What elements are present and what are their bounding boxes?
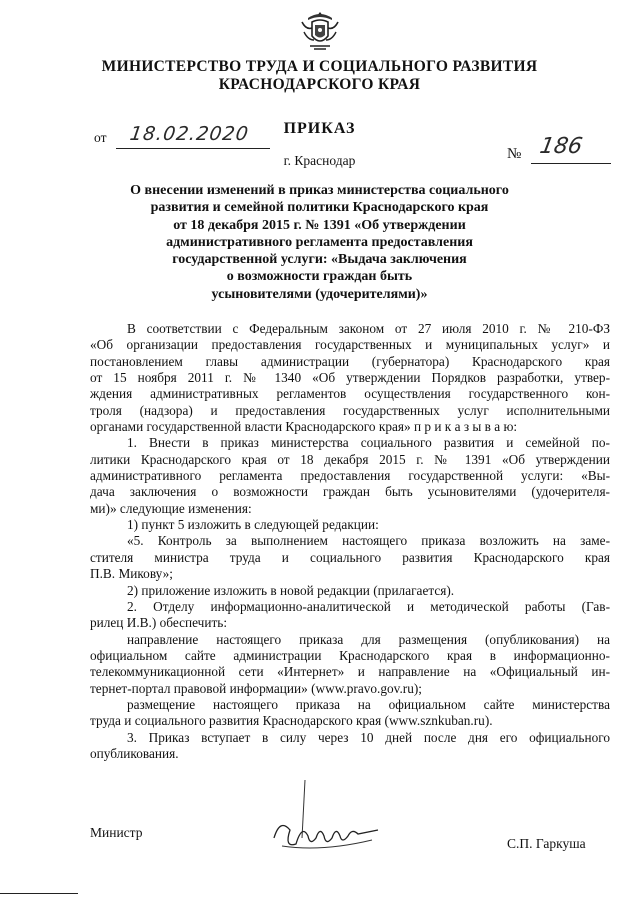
body-line: троля (надзора) и предоставления государственных услуг исполнительными bbox=[90, 402, 610, 418]
body-line: телекоммуникационной сети «Интернет» и направление на «Официальный ин- bbox=[90, 664, 610, 680]
body-line: 1. Внести в приказ министерства социального развития и семейной по- bbox=[127, 435, 610, 451]
body-line: «Об организации предоставления государственных и муниципальных услуг» и bbox=[90, 337, 610, 353]
date-underline bbox=[116, 148, 270, 149]
document-body bbox=[90, 321, 610, 762]
heading-line: государственной услуги: «Выдача заключения bbox=[172, 252, 467, 268]
date-label: от bbox=[94, 130, 107, 145]
body-line: дача заключения о возможности граждан быть усыновителями (удочерителя- bbox=[90, 484, 610, 500]
heading-line: развития и семейной политики Краснодарского края bbox=[150, 200, 489, 216]
heading-line: от 18 декабря 2015 г. № 1391 «Об утверждении bbox=[173, 217, 466, 233]
body-line: постановлением главы администрации (губернатора) Краснодарского края bbox=[90, 353, 610, 369]
body-line: ждения административных регламентов осуществления государственного кон- bbox=[90, 386, 610, 402]
body-line: П.В. Микову»; bbox=[90, 566, 173, 582]
body-line: 3. Приказ вступает в силу через 10 дней после дня его официального bbox=[127, 729, 610, 745]
document-heading bbox=[0, 182, 639, 303]
heading-line: усыновителями (удочерителями)» bbox=[211, 286, 428, 302]
coat-of-arms-icon bbox=[298, 8, 342, 52]
body-line: административного регламента предоставления государственной услуги: «Вы- bbox=[90, 468, 610, 484]
body-line: 1) пункт 5 изложить в следующей редакции: bbox=[127, 517, 379, 533]
heading-line: О внесении изменений в приказ министерства социального bbox=[130, 183, 509, 198]
body-line: ми)» следующие изменения: bbox=[90, 500, 252, 516]
body-line: В соответствии с Федеральным законом от 27 июля 2010 г. № 210-ФЗ bbox=[127, 321, 610, 336]
body-line: опубликования. bbox=[90, 745, 179, 761]
ministry-line: КРАСНОДАРСКОГО КРАЯ bbox=[218, 76, 421, 93]
number-value: 186 bbox=[537, 134, 585, 159]
city: г. Краснодар bbox=[283, 153, 356, 168]
signature-icon bbox=[262, 778, 382, 868]
body-line: 2) приложение изложить в новой редакции (прилагается). bbox=[127, 582, 455, 598]
body-line: «5. Контроль за выполнением настоящего приказа возложить на заме- bbox=[127, 533, 610, 549]
body-line: литики Краснодарского края от 18 декабря 2015 г. № 1391 «Об утверждении bbox=[90, 451, 610, 467]
body-line: официальном сайте администрации Краснодарского края в информационно- bbox=[90, 647, 610, 663]
ministry-name bbox=[0, 58, 639, 94]
footer-divider bbox=[0, 893, 78, 894]
heading-line: административного регламента предоставления bbox=[166, 234, 473, 250]
order-title: ПРИКАЗ bbox=[283, 120, 356, 137]
body-line: размещение настоящего приказа на официальном сайте министерства bbox=[127, 696, 610, 712]
signatory-position: Министр bbox=[90, 825, 143, 840]
body-line: рилец И.В.) обеспечить: bbox=[90, 615, 228, 631]
body-line: направление настоящего приказа для размещения (опубликования) на bbox=[127, 631, 610, 647]
body-line: стителя министра труда и социального развития Краснодарского края bbox=[90, 549, 610, 565]
body-line: органами государственной власти Краснодарского края» п р и к а з ы в а ю: bbox=[90, 419, 518, 435]
body-line: от 15 ноября 2011 г. № 1340 «Об утверждении Порядков разработки, утвер- bbox=[90, 370, 610, 386]
body-line: труда и социального развития Краснодарского края (www.sznkuban.ru). bbox=[90, 713, 493, 729]
body-line: 2. Отделу информационно-аналитической и методической работы (Гав- bbox=[127, 598, 610, 614]
heading-line: о возможности граждан быть bbox=[226, 269, 413, 285]
body-line: тернет-портал правовой информации» (www.pravo.gov.ru); bbox=[90, 680, 422, 696]
ministry-line: МИНИСТЕРСТВО ТРУДА И СОЦИАЛЬНОГО РАЗВИТИЯ bbox=[101, 58, 538, 75]
number-label: № bbox=[507, 146, 522, 162]
date-value: 18.02.2020 bbox=[128, 123, 251, 145]
signatory-name: С.П. Гаркуша bbox=[507, 836, 586, 851]
